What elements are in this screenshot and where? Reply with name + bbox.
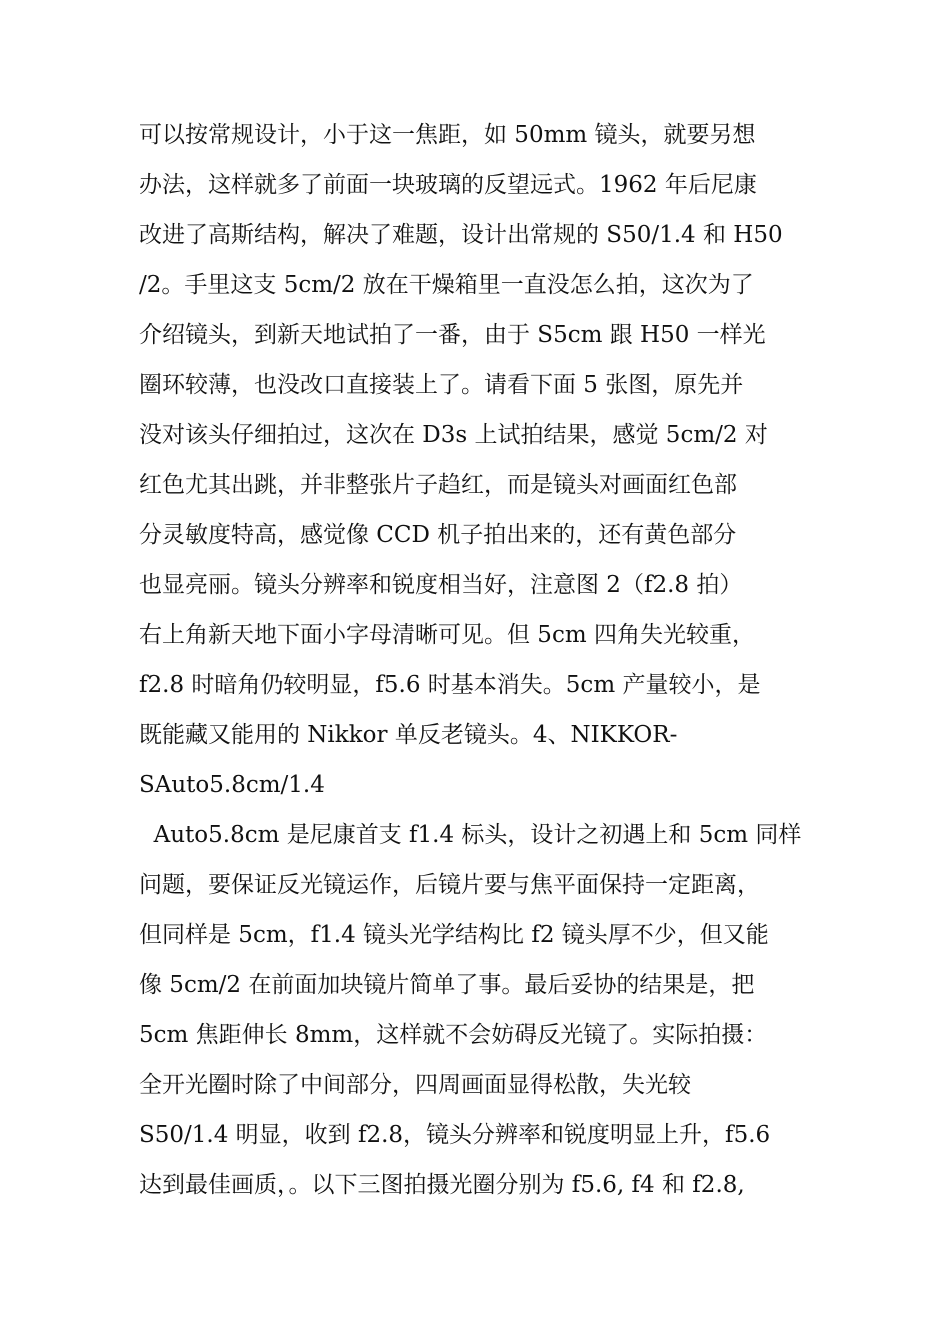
text-line: 但同样是 5cm，f1.4 镜头光学结构比 f2 镜头厚不少，但又能 (139, 922, 769, 948)
text-line: 达到最佳画质，。以下三图拍摄光圈分别为 f5.6, f4 和 f2.8, (139, 1172, 745, 1198)
text-line: Auto5.8cm 是尼康首支 f1.4 标头，设计之初遇上和 5cm 同样 (139, 822, 802, 848)
text-line: 红色尤其出跳，并非整张片子趋红，而是镜头对画面红色部 (139, 472, 737, 498)
text-line: SAuto5.8cm/1.4 (139, 772, 325, 798)
text-line: S50/1.4 明显，收到 f2.8，镜头分辨率和锐度明显上升，f5.6 (139, 1122, 771, 1148)
text-line: 右上角新天地下面小字母清晰可见。但 5cm 四角失光较重， (139, 622, 755, 648)
text-line: 没对该头仔细拍过，这次在 D3s 上试拍结果，感觉 5cm/2 对 (139, 422, 768, 448)
text-line: 也显亮丽。镜头分辨率和锐度相当好，注意图 2（f2.8 拍） (139, 572, 743, 598)
text-line: 全开光圈时除了中间部分，四周画面显得松散，失光较 (139, 1072, 691, 1098)
text-line: 改进了高斯结构，解决了难题，设计出常规的 S50/1.4 和 H50 (139, 222, 783, 248)
text-line: 介绍镜头，到新天地试拍了一番，由于 S5cm 跟 H50 一样光 (139, 322, 766, 348)
text-line: 分灵敏度特高，感觉像 CCD 机子拍出来的，还有黄色部分 (139, 522, 737, 548)
text-line: f2.8 时暗角仍较明显，f5.6 时基本消失。5cm 产量较小，是 (139, 672, 761, 698)
text-line: 圈环较薄，也没改口直接装上了。请看下面 5 张图，原先并 (139, 372, 744, 398)
text-line: 像 5cm/2 在前面加块镜片简单了事。最后妥协的结果是，把 (139, 972, 755, 998)
text-line: /2。手里这支 5cm/2 放在干燥箱里一直没怎么拍，这次为了 (139, 272, 754, 298)
text-line: 5cm 焦距伸长 8mm，这样就不会妨碍反光镜了。实际拍摄： (139, 1022, 768, 1048)
text-line: 问题，要保证反光镜运作，后镜片要与焦平面保持一定距离， (139, 872, 760, 898)
text-line: 既能藏又能用的 Nikkor 单反老镜头。4、NIKKOR- (139, 722, 678, 748)
text-line: 可以按常规设计，小于这一焦距，如 50mm 镜头，就要另想 (139, 122, 756, 148)
text-line: 办法，这样就多了前面一块玻璃的反望远式。1962 年后尼康 (139, 172, 757, 198)
article-body (139, 110, 839, 1210)
